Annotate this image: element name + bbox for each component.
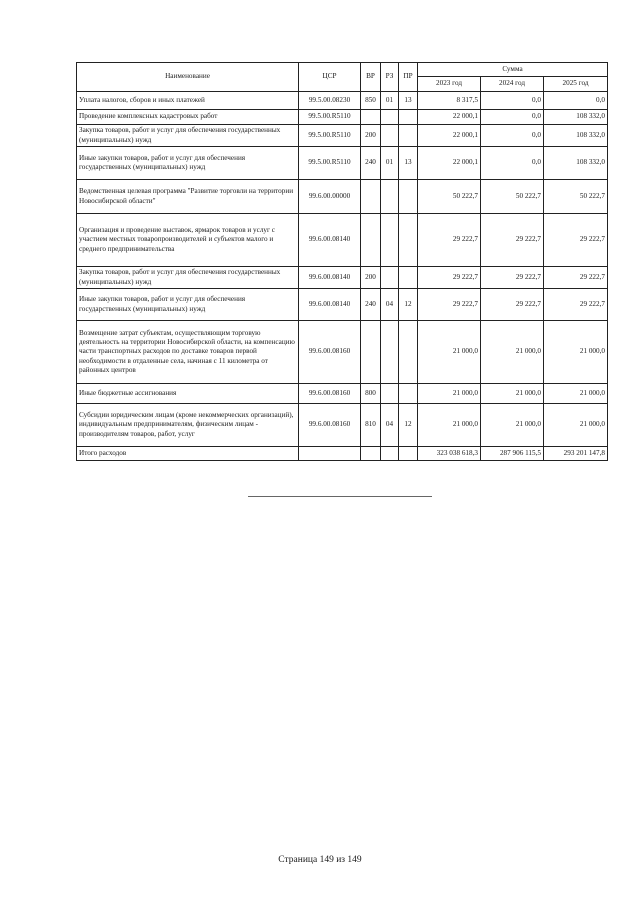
table-row [77,321,608,384]
row-name: Уплата налогов, сборов и иных платежей [77,92,299,110]
row-2024: 0,0 [481,110,544,125]
total-rz [381,447,399,461]
row-csr: 99.6.00.08160 [299,404,361,447]
row-pr [399,110,418,125]
row-vr: 810 [361,404,381,447]
row-2025: 21 000,0 [544,404,608,447]
row-2023: 21 000,0 [418,384,481,404]
row-2023: 21 000,0 [418,321,481,384]
row-csr: 99.5.00.R5110 [299,147,361,180]
row-pr: 12 [399,404,418,447]
row-pr [399,267,418,289]
row-csr: 99.6.00.08140 [299,214,361,267]
row-2023: 29 222,7 [418,267,481,289]
header-year-2025: 2025 год [544,77,608,92]
row-rz: 01 [381,92,399,110]
table-row [77,180,608,214]
row-2024: 21 000,0 [481,404,544,447]
row-2024: 0,0 [481,125,544,147]
row-2023: 29 222,7 [418,289,481,321]
row-pr [399,384,418,404]
row-2024: 21 000,0 [481,321,544,384]
row-vr: 240 [361,289,381,321]
table-row [77,404,608,447]
row-rz [381,214,399,267]
row-csr: 99.5.00.R5110 [299,110,361,125]
total-label: Итого расходов [77,447,299,461]
row-2024: 29 222,7 [481,214,544,267]
row-2025: 29 222,7 [544,214,608,267]
row-name: Проведение комплексных кадастровых работ [77,110,299,125]
budget-table [76,62,608,461]
table-row [77,92,608,110]
row-csr: 99.5.00.08230 [299,92,361,110]
row-2025: 108 332,0 [544,125,608,147]
row-csr: 99.5.00.R5110 [299,125,361,147]
header-vr: ВР [361,63,381,92]
header-sum: Сумма [418,63,608,77]
row-csr: 99.6.00.08140 [299,267,361,289]
row-csr: 99.6.00.00000 [299,180,361,214]
row-name: Организация и проведение выставок, ярмарок товаров и услуг с участием местных товаропроизводителей и субъектов малого и среднего предпринимательства [77,214,299,267]
row-2023: 22 000,1 [418,147,481,180]
row-rz [381,110,399,125]
table-row [77,214,608,267]
row-rz [381,125,399,147]
row-2025: 0,0 [544,92,608,110]
total-pr [399,447,418,461]
row-name: Иные закупки товаров, работ и услуг для обеспечения государственных (муниципальных) нужд [77,147,299,180]
page-number: Страница 149 из 149 [278,855,362,865]
row-2025: 29 222,7 [544,289,608,321]
row-rz: 04 [381,289,399,321]
row-vr: 240 [361,147,381,180]
row-2024: 29 222,7 [481,289,544,321]
row-vr: 800 [361,384,381,404]
row-name: Иные бюджетные ассигнования [77,384,299,404]
row-2025: 21 000,0 [544,321,608,384]
row-2023: 22 000,1 [418,110,481,125]
row-2025: 29 222,7 [544,267,608,289]
header-rz: РЗ [381,63,399,92]
row-vr: 200 [361,125,381,147]
row-rz [381,267,399,289]
row-rz: 01 [381,147,399,180]
row-2025: 21 000,0 [544,384,608,404]
row-vr: 850 [361,92,381,110]
header-year-2024: 2024 год [481,77,544,92]
row-2025: 108 332,0 [544,110,608,125]
row-2023: 21 000,0 [418,404,481,447]
row-2024: 50 222,7 [481,180,544,214]
row-2024: 0,0 [481,92,544,110]
row-vr: 200 [361,267,381,289]
row-2024: 21 000,0 [481,384,544,404]
total-2024: 287 906 115,5 [481,447,544,461]
row-2023: 8 317,5 [418,92,481,110]
row-csr: 99.6.00.08140 [299,289,361,321]
table-row [77,125,608,147]
row-pr: 13 [399,147,418,180]
total-2025: 293 201 147,8 [544,447,608,461]
row-csr: 99.6.00.08160 [299,384,361,404]
row-pr [399,321,418,384]
row-pr: 13 [399,92,418,110]
row-pr: 12 [399,289,418,321]
row-vr [361,110,381,125]
row-rz: 04 [381,404,399,447]
row-name: Субсидии юридическим лицам (кроме некоммерческих организаций), индивидуальным предпринимателям, физическим лицам - производителям товаров, работ, услуг [77,404,299,447]
row-vr [361,321,381,384]
row-vr [361,214,381,267]
total-row [77,447,608,461]
total-2023: 323 038 618,3 [418,447,481,461]
row-2024: 29 222,7 [481,267,544,289]
header-year-2023: 2023 год [418,77,481,92]
table-row [77,289,608,321]
header-csr: ЦСР [299,63,361,92]
row-pr [399,125,418,147]
row-2025: 108 332,0 [544,147,608,180]
row-csr: 99.6.00.08160 [299,321,361,384]
total-vr [361,447,381,461]
header-pr: ПР [399,63,418,92]
row-rz [381,384,399,404]
row-2023: 50 222,7 [418,180,481,214]
total-csr [299,447,361,461]
table-row [77,267,608,289]
row-name: Возмещение затрат субъектам, осуществляющим торговую деятельность на территории Новосибирской области, на компенсацию части транспортных расходов по доставке товаров первой необходимости в отдаленные села, начиная с 11 километра от районных центров [77,321,299,384]
row-rz [381,180,399,214]
row-rz [381,321,399,384]
row-2024: 0,0 [481,147,544,180]
row-pr [399,214,418,267]
row-name: Закупка товаров, работ и услуг для обеспечения государственных (муниципальных) нужд [77,125,299,147]
end-divider [248,496,432,497]
row-2023: 29 222,7 [418,214,481,267]
table-row [77,147,608,180]
header-name: Наименование [77,63,299,92]
row-pr [399,180,418,214]
row-name: Ведомственная целевая программа "Развитие торговли на территории Новосибирской области" [77,180,299,214]
table-row [77,384,608,404]
row-name: Закупка товаров, работ и услуг для обеспечения государственных (муниципальных) нужд [77,267,299,289]
row-name: Иные закупки товаров, работ и услуг для обеспечения государственных (муниципальных) нужд [77,289,299,321]
row-2023: 22 000,1 [418,125,481,147]
row-2025: 50 222,7 [544,180,608,214]
table-row [77,110,608,125]
row-vr [361,180,381,214]
